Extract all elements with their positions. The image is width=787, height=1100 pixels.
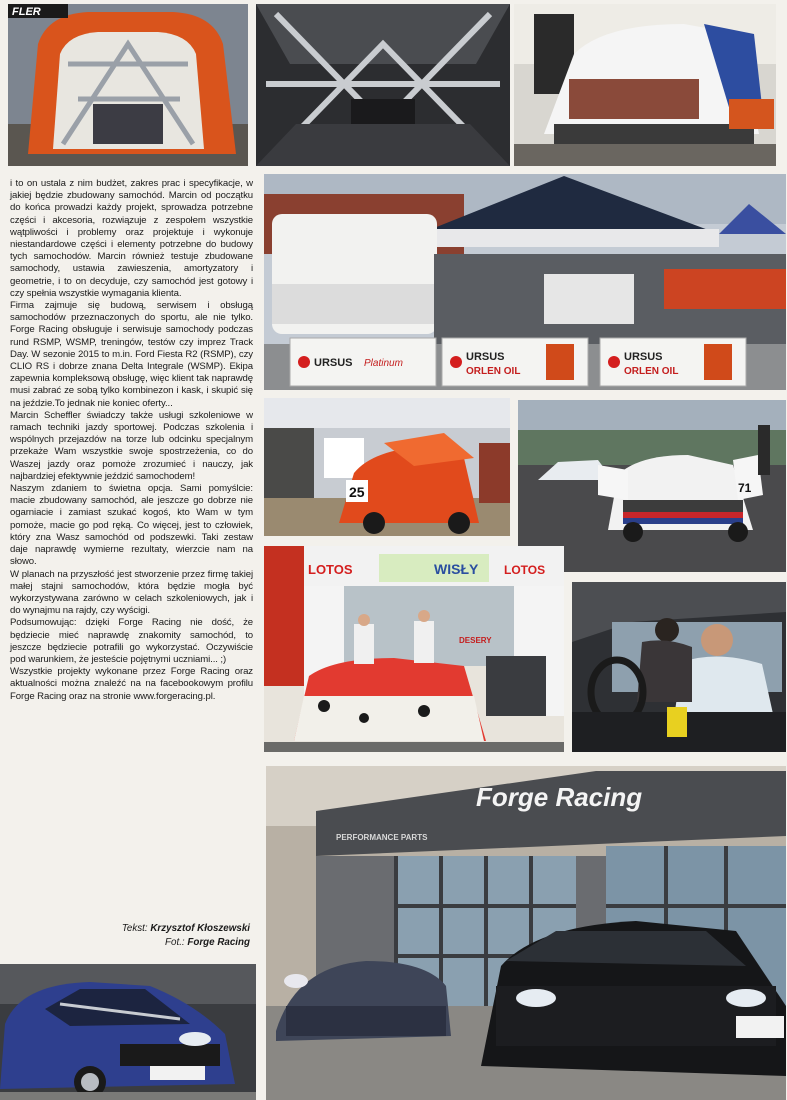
- photo-orange-shell-roll-cage: [8, 4, 248, 166]
- banner-text: Platinum: [364, 358, 403, 369]
- photo-service-tent-banners: [264, 174, 786, 390]
- car-number: 71: [738, 481, 752, 495]
- arch-text: DESERY: [459, 636, 492, 645]
- article-paragraph: Podsumowując: dzięki Forge Racing nie dość, że będziecie mieć naprawdę znakomity samochód, to jeszcze będziecie potrafili go wykorzystać. Oczywiście pod warunkiem, że jesteście pojętnymi uczniami... ;): [10, 617, 253, 665]
- photo-podium-celebration: [264, 546, 564, 752]
- banner-text: URSUS: [314, 357, 353, 369]
- photo-white-car-in-workshop: [514, 4, 776, 166]
- photo-interior-roll-cage: [256, 4, 510, 166]
- banner-text: URSUS: [624, 351, 663, 363]
- credit-text-author: Krzysztof Kłoszewski: [150, 923, 250, 934]
- banner-text: ORLEN OIL: [624, 366, 679, 377]
- article-text: [10, 178, 253, 703]
- arch-text: LOTOS: [308, 562, 353, 577]
- article-paragraph: W planach na przyszłość jest stworzenie przez firmę takiej małej stajni samochodów, która będzie mogła być wykorzystywana zarówno w celach szkoleniowych, jak i do wynajmu na rajdy, czy wyścigi.: [10, 568, 253, 617]
- photo-driver-in-cockpit: [572, 582, 786, 752]
- article-paragraph: i to on ustala z nim budżet, zakres prac i specyfikacje, w jakiej będzie zbudowany samochód. Marcin od początku do końca prowadzi każdy projekt, sprowadza potrzebne części i akcesoria, rozwiązuje z zespołem wszystkie wątpliwości i problemy oraz projektuje i wykonuje niestandardowe części i elementy potrzebne do budowy tych samochodów. Marcin również testuje zbudowane samochody, ustawia zawieszenia, amortyzatory i geometrie, i to on decyduje, czy samochód jest gotowy i czy spełnia wszystkie wymagania klienta.: [10, 178, 253, 299]
- photo-blue-subaru: [0, 964, 256, 1100]
- article-paragraph: Firma zajmuje się budową, serwisem i obsługą samochodów przeznaczonych do sportu, ale nie tylko. Forge Racing obsługuje i serwisuje samochody podczas rund RSMP, WSMP, treningów, testów czy imprez Track Day. W sezonie 2015 to m.in. Ford Fiesta R2 (RSMP), czy CLIO RS i dobrze znana Delta Integrale (WSMP). Ekipa zapewnia kompleksową obsługę, więc klient tak naprawdę musi zabrać ze sobą tylko kombinezon i kask, i skupić się na jeździe.To jednak nie koniec oferty...: [10, 300, 253, 409]
- photo-forge-racing-building: [266, 766, 786, 1100]
- article-paragraph: Marcin Scheffler świadczy także usługi szkoleniowe w ramach techniki jazdy sportowej. Podczas szkolenia i wspólnych przejazdów na torze lub odcinku specjalnym przekaże Wam wszystkie swoje spostrzeżenia, co do Waszej jazdy oraz pomoże zrozumieć i nauczy, jak najbardziej efektywnie jeździć samochodem!: [10, 409, 253, 482]
- arch-text: LOTOS: [504, 563, 546, 577]
- building-sign-lower: PERFORMANCE PARTS: [336, 833, 428, 842]
- article-paragraph: Wszystkie projekty wykonane przez Forge Racing oraz aktualności można znaleźć na na facebookowym profilu Forge Racing oraz na stronie www.forgeracing.pl.: [10, 666, 253, 702]
- article-credits: [10, 922, 250, 950]
- article-paragraph: Naszym zdaniem to świetna opcja. Sami pomyślcie: macie zbudowany samochód, ale jeszcze go dobrze nie ogarniacie i zamiast szukać kogoś, kto Wam w tym pomoże, macie go pod ręką. Co więcej, jest to człowiek, który zna Wasz samochód od podszewki. Taki zestaw daje naprawdę wymierne rezultaty, wierzcie nam na słowo.: [10, 483, 253, 568]
- arch-text: WISŁY: [434, 561, 479, 577]
- photo-orange-clio-garage: [264, 398, 510, 536]
- credit-photo-label: Fot.:: [165, 937, 185, 948]
- building-sign: Forge Racing: [476, 782, 643, 812]
- banner-text: URSUS: [466, 351, 505, 363]
- credit-text-line: [10, 922, 250, 936]
- credit-photo-line: [10, 936, 250, 950]
- banner-text: ORLEN OIL: [466, 366, 521, 377]
- credit-text-label: Tekst:: [121, 923, 148, 934]
- car-number: 25: [349, 484, 365, 500]
- photo-logo-fragment: FLER: [12, 6, 41, 18]
- credit-photo-author: Forge Racing: [187, 937, 250, 948]
